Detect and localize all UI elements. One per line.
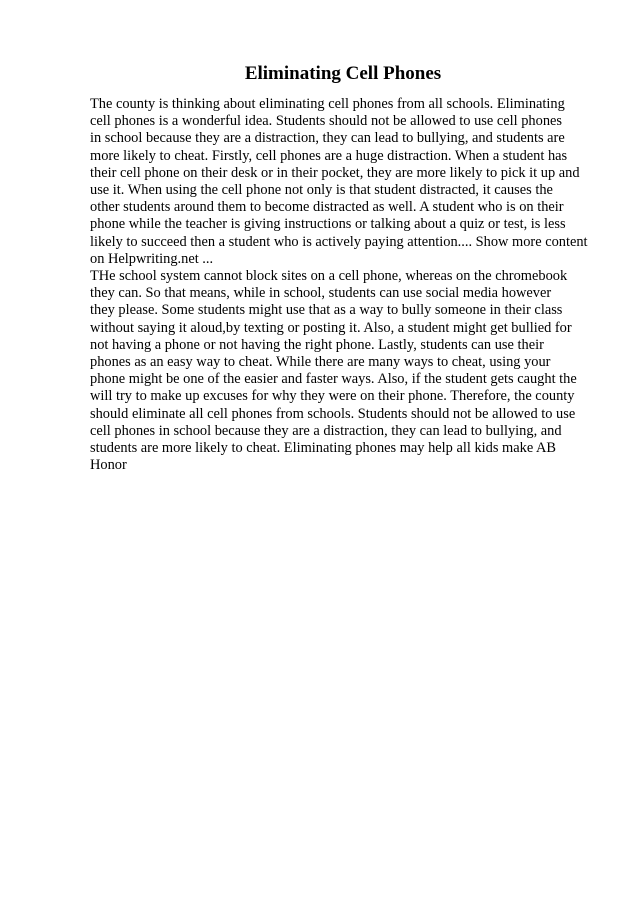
body-line: they can. So that means, while in school, students can use social media however [90,285,552,302]
body-line: students are more likely to cheat. Eliminating phones may help all kids make AB [90,440,556,457]
body-line: The county is thinking about eliminating cell phones from all schools. Eliminating [90,96,565,112]
document-title: Eliminating Cell Phones [244,63,442,84]
body-line: likely to succeed then a student who is actively paying attention.... Show more content [90,233,588,250]
body-line: more likely to cheat. Firstly, cell phones are a huge distraction. When a student has [90,147,568,164]
body-line: THe school system cannot block sites on a cell phone, whereas on the chromebook [90,268,568,285]
body-line: phones as an easy way to cheat. While there are many ways to cheat, using your [90,354,551,371]
body-line: in school because they are a distraction, they can lead to bullying, and students are [90,130,565,147]
body-line: phone might be one of the easier and faster ways. Also, if the student gets caught the [90,371,577,388]
body-line: on Helpwriting.net ... [90,250,214,267]
body-line: without saying it aloud,by texting or posting it. Also, a student might get bullied for [90,319,572,336]
body-line: cell phones in school because they are a distraction, they can lead to bullying, and [90,422,562,439]
body-line: not having a phone or not having the right phone. Lastly, students can use their [90,336,544,353]
body-line: use it. When using the cell phone not only is that student distracted, it causes the [90,182,553,199]
body-line: phone while the teacher is giving instructions or talking about a quiz or test, is less [90,216,566,233]
body-line: cell phones is a wonderful idea. Students should not be allowed to use cell phones [90,113,562,130]
body-line: their cell phone on their desk or in their pocket, they are more likely to pick it up and [90,164,580,181]
body-line: will try to make up excuses for why they were on their phone. Therefore, the county [90,388,575,405]
document-body [90,96,610,474]
body-line: Honor [90,457,127,474]
body-line: should eliminate all cell phones from schools. Students should not be allowed to use [90,405,576,422]
body-line: they please. Some students might use that as a way to bully someone in their class [90,302,563,319]
body-line: other students around them to become distracted as well. A student who is on their [90,199,564,216]
